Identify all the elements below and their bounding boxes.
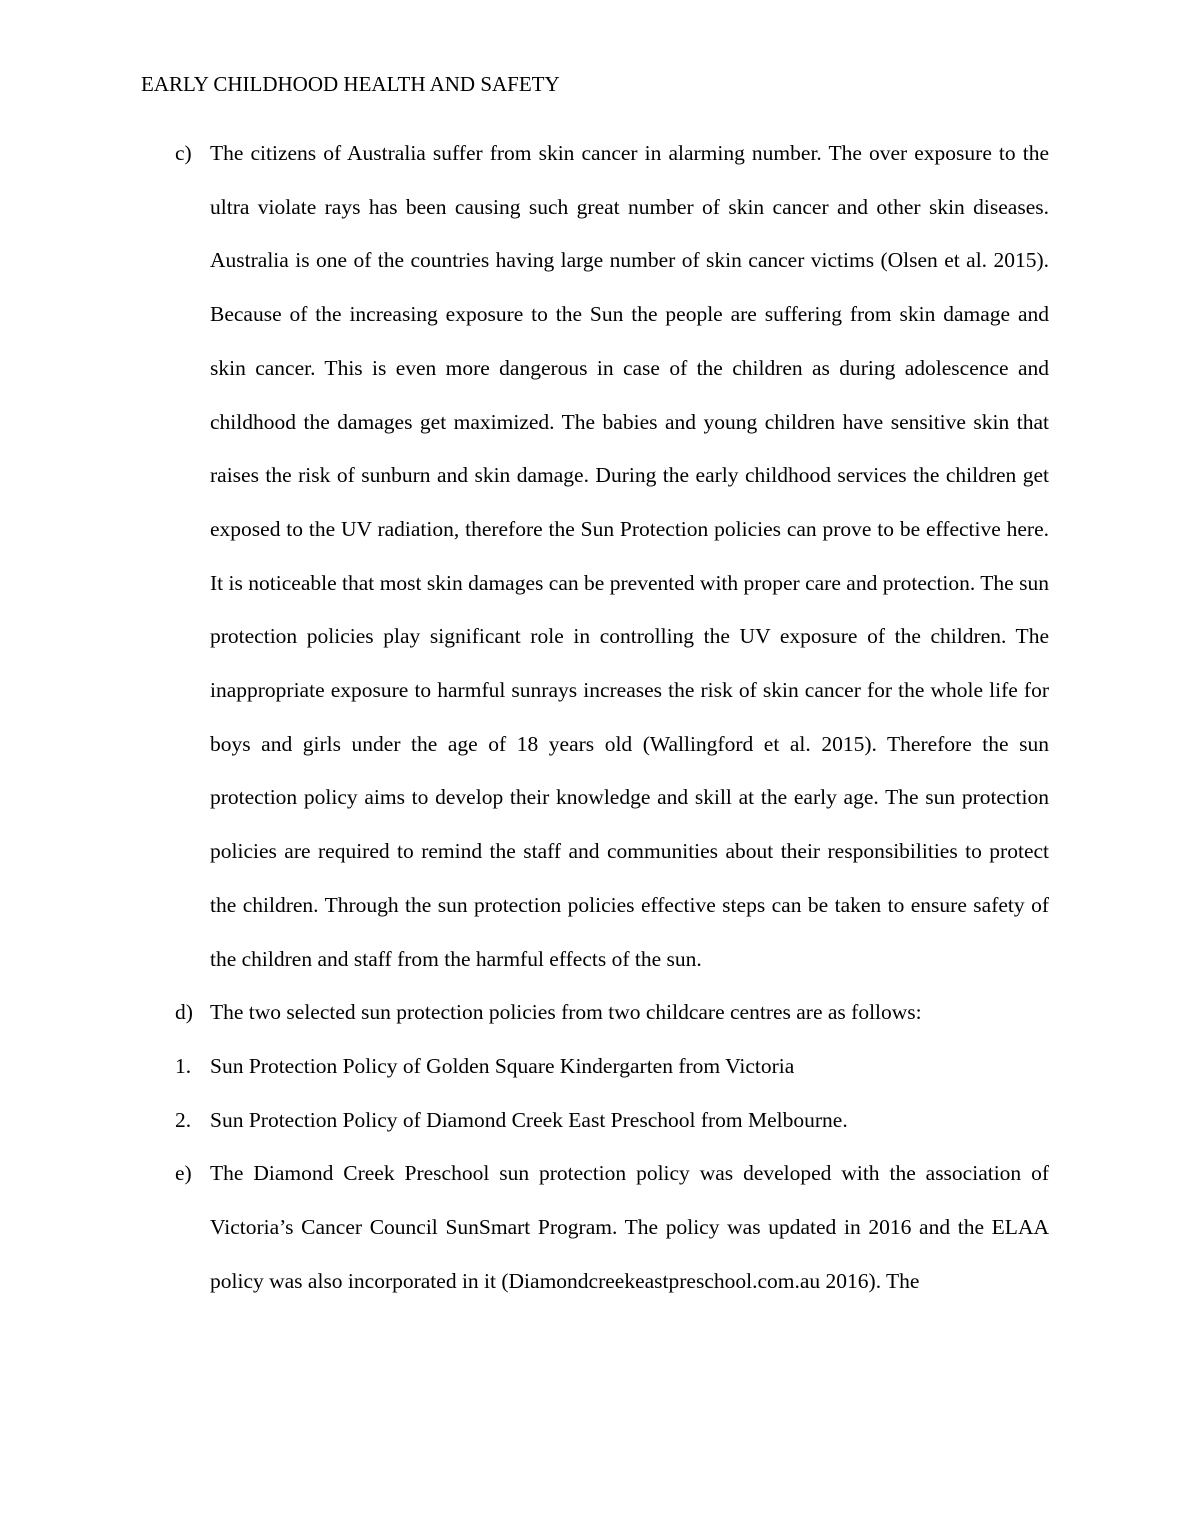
paragraph-text: The two selected sun protection policies from two childcare centres are as follows: (210, 1000, 922, 1025)
document-body (0, 127, 1190, 1308)
list-item-e (0, 1147, 1049, 1308)
list-marker: 1. (175, 1053, 192, 1078)
list-marker: d) (175, 1000, 193, 1025)
list-marker: c) (175, 141, 192, 165)
running-head: EARLY CHILDHOOD HEALTH AND SAFETY (141, 72, 560, 96)
list-marker: 2. (175, 1107, 192, 1132)
paragraph-text: Sun Protection Policy of Diamond Creek East Preschool from Melbourne. (210, 1107, 848, 1132)
list-marker: e) (175, 1161, 192, 1186)
list-item-2 (0, 1094, 1049, 1148)
list-item-1 (0, 1040, 1049, 1094)
paragraph-text: Sun Protection Policy of Golden Square Kindergarten from Victoria (210, 1053, 795, 1078)
list-item-d (0, 986, 1049, 1040)
paragraph-text: The Diamond Creek Preschool sun protection policy was developed with the association of Victoria’s Cancer Council SunSmart Program. The policy was updated in 2016 and the ELAA policy was also incorporated in it (Diamondcreekeastpreschool.com.au 2016). The (210, 1161, 1049, 1293)
paragraph-text: The citizens of Australia suffer from skin cancer in alarming number. The over exposure to the ultra violate rays has been causing such great number of skin cancer and other skin diseases. Australia is one of the countries having large number of skin cancer victims (Olsen et al. 2015). Because of the increasing exposure to the Sun the people are suffering from skin damage and skin cancer. This is even more dangerous in case of the children as during adolescence and childhood the damages get maximized. The babies and young children have sensitive skin that raises the risk of sunburn and skin damage. During the early childhood services the children get exposed to the UV radiation, therefore the Sun Protection policies can prove to be effective here. It is noticeable that most skin damages can be prevented with proper care and protection. The sun protection policies play significant role in controlling the UV exposure of the children. The inappropriate exposure to harmful sunrays increases the risk of skin cancer for the whole life for boys and girls under the age of 18 years old (Wallingford et al. 2015). Therefore the sun protection policy aims to develop their knowledge and skill at the early age. The sun protection policies are required to remind the staff and communities about their responsibilities to protect the children. Through the sun protection policies effective steps can be taken to ensure safety of the children and staff from the harmful effects of the sun. (210, 141, 1049, 971)
list-item-c (0, 127, 1049, 986)
